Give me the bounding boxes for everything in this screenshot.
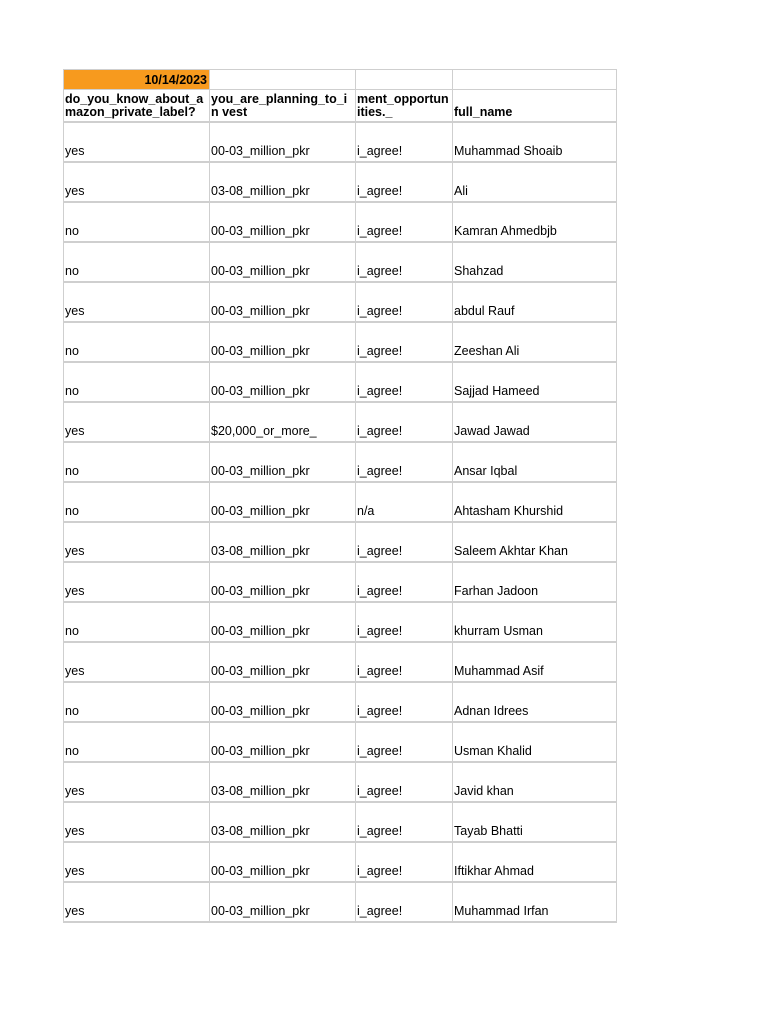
table-body: [64, 123, 617, 923]
date-cell[interactable]: 10/14/2023: [64, 70, 210, 90]
table-cell-c2[interactable]: 00-03_million_pkr: [210, 843, 356, 883]
table-cell-c3[interactable]: i_agree!: [356, 363, 453, 403]
header-cell-private-label[interactable]: do_you_know_about_a mazon_private_label?: [64, 90, 210, 123]
table-cell-c2[interactable]: 00-03_million_pkr: [210, 283, 356, 323]
table-cell-c4[interactable]: Muhammad Irfan: [453, 883, 617, 923]
table-cell-c2[interactable]: 00-03_million_pkr: [210, 883, 356, 923]
table-cell-c2[interactable]: 03-08_million_pkr: [210, 523, 356, 563]
table-cell-c1[interactable]: yes: [64, 403, 210, 443]
table-cell-c3[interactable]: i_agree!: [356, 243, 453, 283]
table-cell-c4[interactable]: Shahzad: [453, 243, 617, 283]
table-row: [64, 483, 617, 523]
table-row: [64, 603, 617, 643]
header-cell-opportunities[interactable]: ment_opportun ities._: [356, 90, 453, 123]
table-cell-c1[interactable]: no: [64, 243, 210, 283]
table-cell-c1[interactable]: yes: [64, 643, 210, 683]
table-row: [64, 123, 617, 163]
table-row: [64, 883, 617, 923]
table-cell-c2[interactable]: 00-03_million_pkr: [210, 723, 356, 763]
table-row: [64, 163, 617, 203]
table-cell-c2[interactable]: 00-03_million_pkr: [210, 483, 356, 523]
table-cell-c2[interactable]: 00-03_million_pkr: [210, 643, 356, 683]
table-row: [64, 443, 617, 483]
header-row: [64, 90, 617, 123]
table-cell-c3[interactable]: i_agree!: [356, 603, 453, 643]
table-cell-c4[interactable]: abdul Rauf: [453, 283, 617, 323]
table-cell-c4[interactable]: Usman Khalid: [453, 723, 617, 763]
table-cell-c4[interactable]: Ansar Iqbal: [453, 443, 617, 483]
table-cell-c1[interactable]: yes: [64, 563, 210, 603]
table-cell-c3[interactable]: i_agree!: [356, 643, 453, 683]
table-cell-c4[interactable]: Tayab Bhatti: [453, 803, 617, 843]
table-row: [64, 683, 617, 723]
table-cell-c2[interactable]: 00-03_million_pkr: [210, 603, 356, 643]
table-row: [64, 523, 617, 563]
table-cell-c4[interactable]: Saleem Akhtar Khan: [453, 523, 617, 563]
table-row: [64, 203, 617, 243]
table-cell-c3[interactable]: i_agree!: [356, 563, 453, 603]
table-cell-c1[interactable]: no: [64, 323, 210, 363]
table-cell-c3[interactable]: i_agree!: [356, 723, 453, 763]
table-cell-c3[interactable]: i_agree!: [356, 763, 453, 803]
table-cell-c4[interactable]: Kamran Ahmedbjb: [453, 203, 617, 243]
table-cell-c1[interactable]: no: [64, 363, 210, 403]
table-cell-c2[interactable]: 00-03_million_pkr: [210, 203, 356, 243]
empty-cell[interactable]: [356, 70, 453, 90]
empty-cell[interactable]: [210, 70, 356, 90]
table-cell-c4[interactable]: Muhammad Shoaib: [453, 123, 617, 163]
table-row: [64, 803, 617, 843]
table-cell-c2[interactable]: $20,000_or_more_: [210, 403, 356, 443]
table-row: [64, 243, 617, 283]
table-row: [64, 403, 617, 443]
table-cell-c3[interactable]: i_agree!: [356, 323, 453, 363]
table-cell-c4[interactable]: Adnan Idrees: [453, 683, 617, 723]
table-row: [64, 323, 617, 363]
header-cell-full-name[interactable]: full_name: [453, 90, 617, 123]
table-cell-c3[interactable]: i_agree!: [356, 683, 453, 723]
table-cell-c3[interactable]: i_agree!: [356, 203, 453, 243]
table-cell-c2[interactable]: 03-08_million_pkr: [210, 763, 356, 803]
table-cell-c1[interactable]: yes: [64, 883, 210, 923]
empty-cell[interactable]: [453, 70, 617, 90]
table-cell-c1[interactable]: yes: [64, 523, 210, 563]
table-cell-c4[interactable]: Farhan Jadoon: [453, 563, 617, 603]
table-cell-c2[interactable]: 00-03_million_pkr: [210, 243, 356, 283]
table-cell-c1[interactable]: no: [64, 203, 210, 243]
table-cell-c3[interactable]: i_agree!: [356, 883, 453, 923]
table-cell-c4[interactable]: Javid khan: [453, 763, 617, 803]
table-cell-c2[interactable]: 00-03_million_pkr: [210, 563, 356, 603]
table-cell-c3[interactable]: i_agree!: [356, 403, 453, 443]
header-cell-invest[interactable]: you_are_planning_to_in vest: [210, 90, 356, 123]
table-cell-c4[interactable]: Ahtasham Khurshid: [453, 483, 617, 523]
table-cell-c1[interactable]: yes: [64, 123, 210, 163]
table-cell-c3[interactable]: i_agree!: [356, 123, 453, 163]
table-cell-c2[interactable]: 00-03_million_pkr: [210, 683, 356, 723]
table-cell-c1[interactable]: yes: [64, 803, 210, 843]
table-row: [64, 283, 617, 323]
date-row: [64, 70, 617, 90]
table-cell-c1[interactable]: yes: [64, 763, 210, 803]
table-cell-c3[interactable]: i_agree!: [356, 443, 453, 483]
table-cell-c3[interactable]: i_agree!: [356, 163, 453, 203]
table-cell-c2[interactable]: 03-08_million_pkr: [210, 803, 356, 843]
table-cell-c3[interactable]: i_agree!: [356, 843, 453, 883]
table-cell-c4[interactable]: Jawad Jawad: [453, 403, 617, 443]
table-cell-c1[interactable]: no: [64, 723, 210, 763]
table-cell-c1[interactable]: no: [64, 683, 210, 723]
table-cell-c2[interactable]: 00-03_million_pkr: [210, 363, 356, 403]
table-cell-c2[interactable]: 00-03_million_pkr: [210, 123, 356, 163]
table-row: [64, 563, 617, 603]
table-cell-c1[interactable]: yes: [64, 163, 210, 203]
table-cell-c4[interactable]: Muhammad Asif: [453, 643, 617, 683]
table-cell-c4[interactable]: Iftikhar Ahmad: [453, 843, 617, 883]
table-cell-c1[interactable]: yes: [64, 843, 210, 883]
table-cell-c4[interactable]: Ali: [453, 163, 617, 203]
table-cell-c3[interactable]: i_agree!: [356, 523, 453, 563]
table-cell-c4[interactable]: khurram Usman: [453, 603, 617, 643]
table-cell-c3[interactable]: n/a: [356, 483, 453, 523]
table-cell-c4[interactable]: Sajjad Hameed: [453, 363, 617, 403]
table-cell-c1[interactable]: no: [64, 483, 210, 523]
table-cell-c4[interactable]: Zeeshan Ali: [453, 323, 617, 363]
table-cell-c3[interactable]: i_agree!: [356, 803, 453, 843]
table-row: [64, 363, 617, 403]
table-cell-c1[interactable]: yes: [64, 283, 210, 323]
table-row: [64, 843, 617, 883]
table-cell-c1[interactable]: no: [64, 603, 210, 643]
table-cell-c2[interactable]: 00-03_million_pkr: [210, 323, 356, 363]
table-row: [64, 763, 617, 803]
table-cell-c3[interactable]: i_agree!: [356, 283, 453, 323]
table-row: [64, 723, 617, 763]
table-cell-c2[interactable]: 03-08_million_pkr: [210, 163, 356, 203]
table-cell-c1[interactable]: no: [64, 443, 210, 483]
table-row: [64, 643, 617, 683]
table-cell-c2[interactable]: 00-03_million_pkr: [210, 443, 356, 483]
spreadsheet: [63, 69, 617, 923]
